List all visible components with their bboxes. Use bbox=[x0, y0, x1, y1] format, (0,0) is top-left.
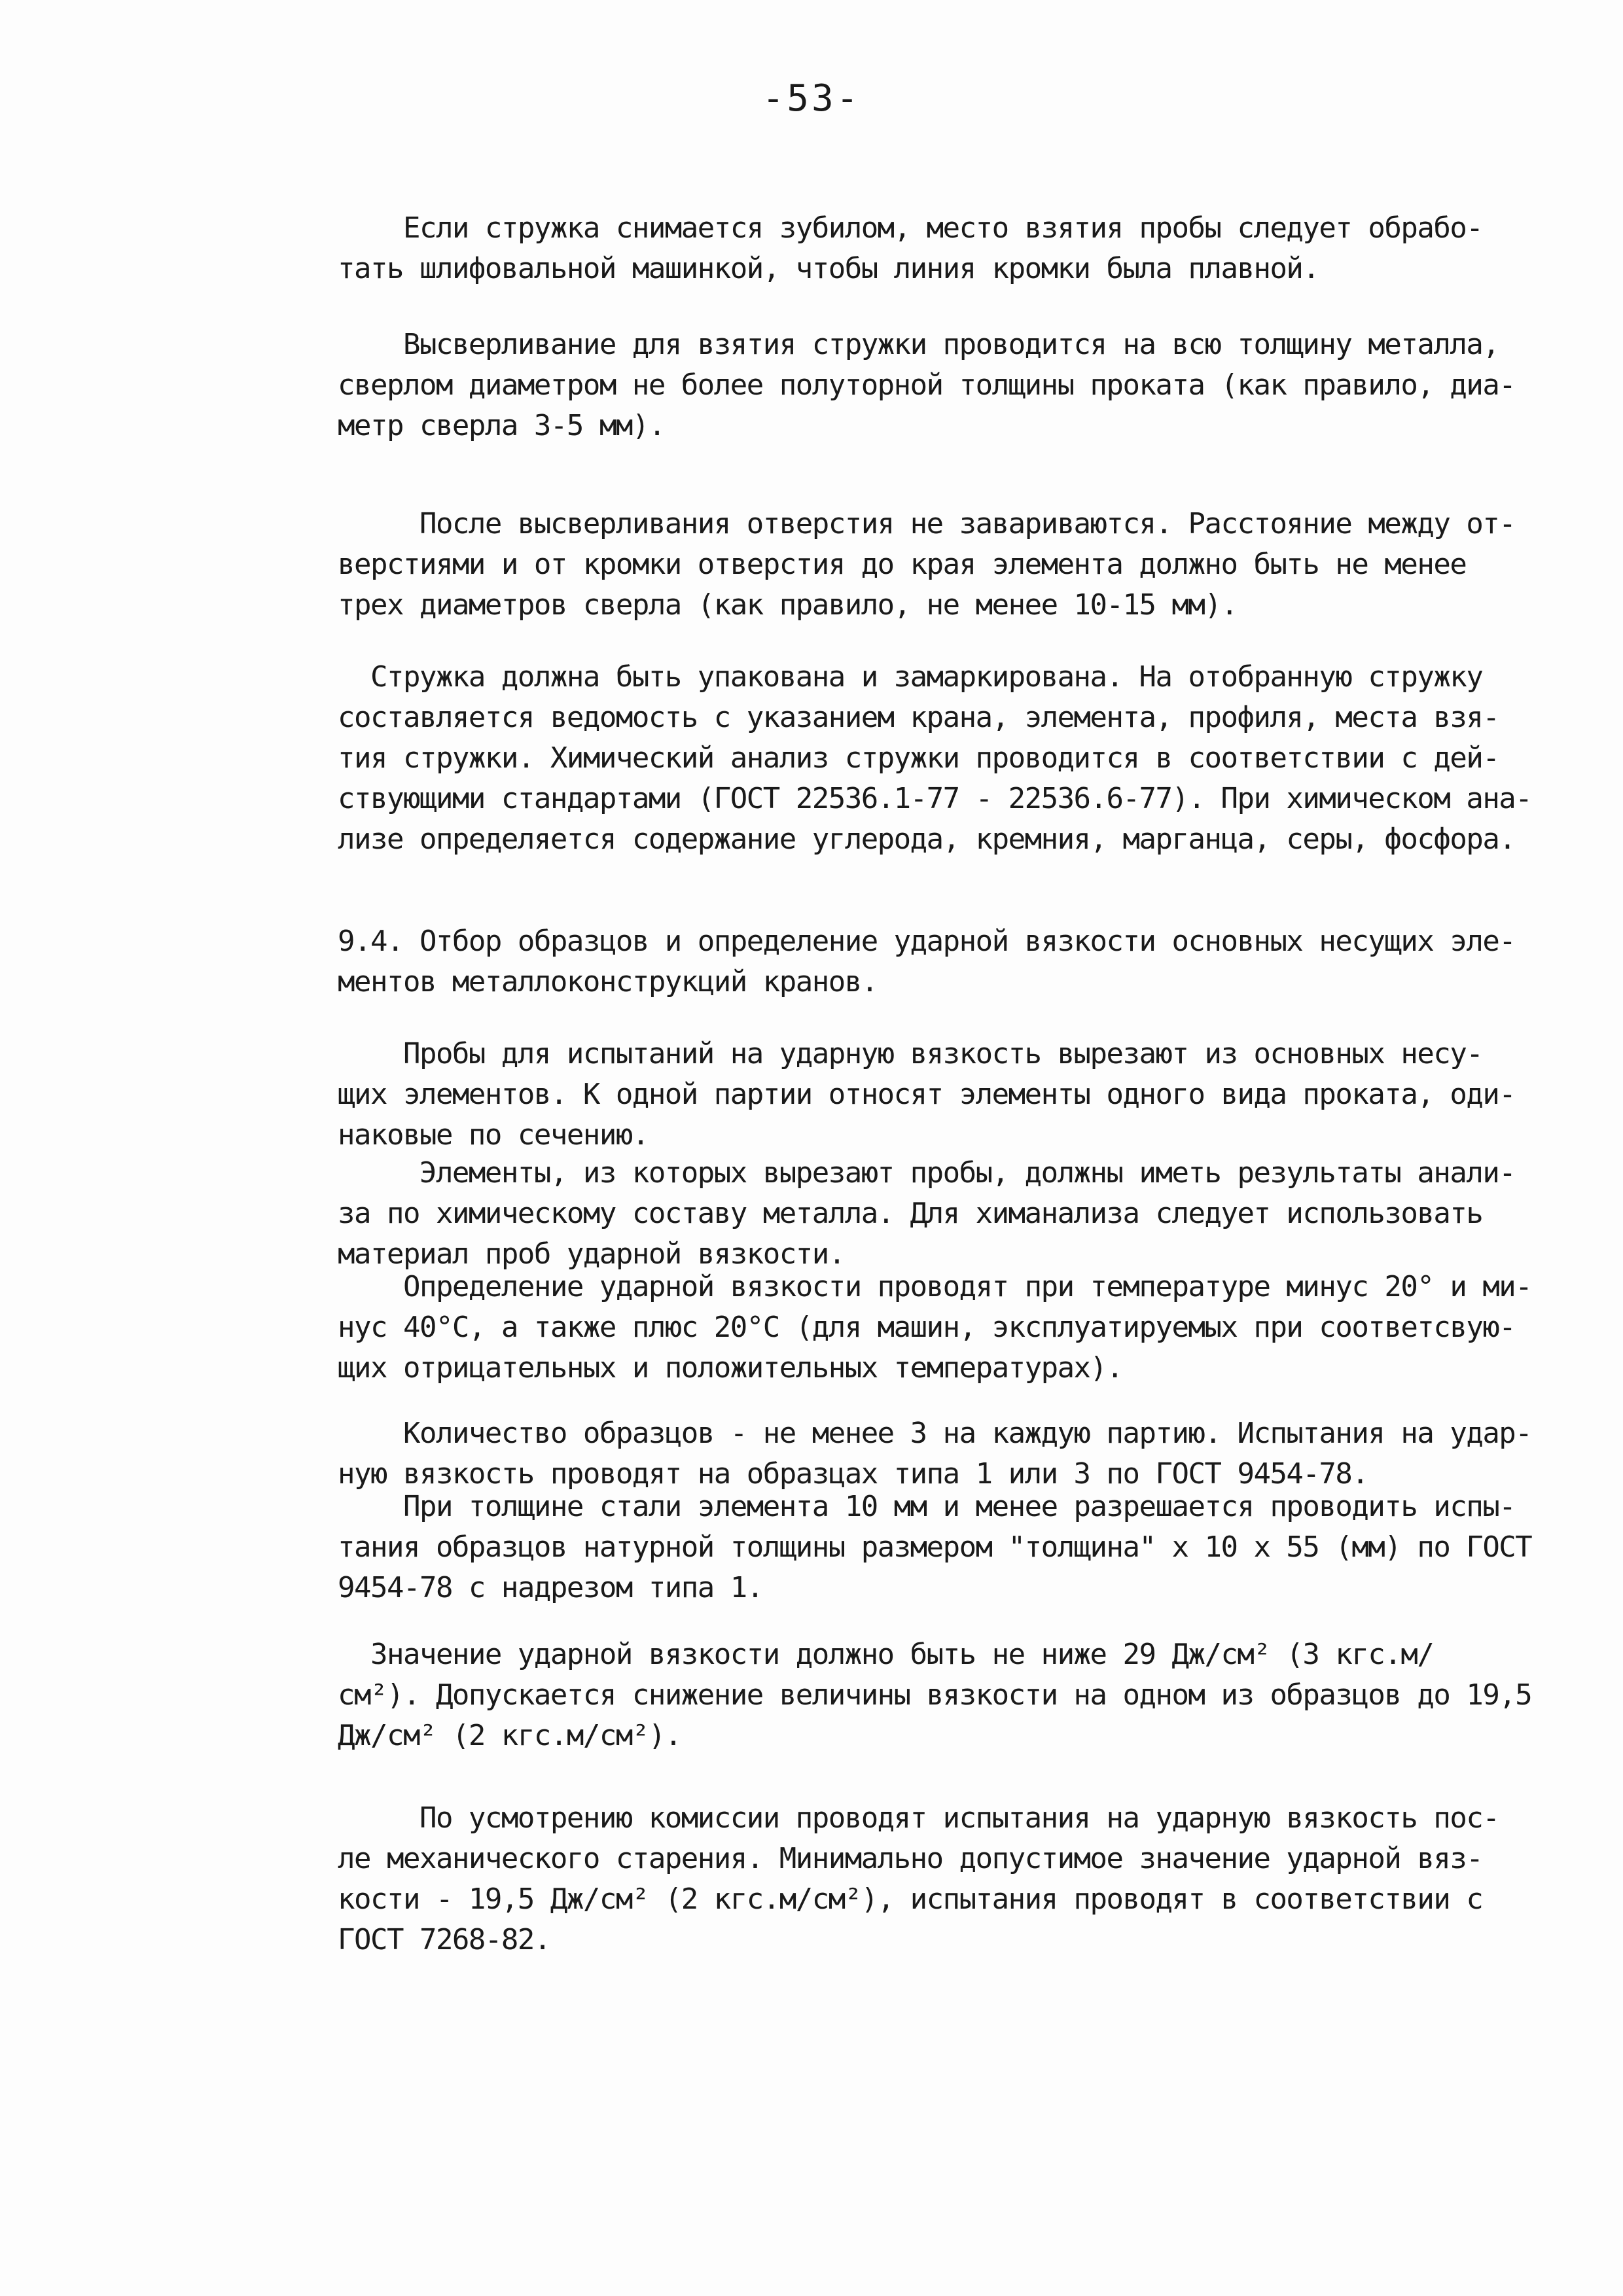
text-line: По усмотрению комиссии проводят испытания на ударную вязкость пос- bbox=[338, 1801, 1499, 1835]
text-line: тать шлифовальной машинкой, чтобы линия кромки была плавной. bbox=[338, 252, 1319, 285]
text-line: сверлом диаметром не более полуторной толщины проката (как правило, диа- bbox=[338, 368, 1516, 402]
paragraph-thickness bbox=[338, 1487, 1532, 1608]
text-line: При толщине стали элемента 10 мм и менее разрешается проводить испы- bbox=[338, 1490, 1516, 1523]
text-line: После высверливания отверстия не завариваются. Расстояние между от- bbox=[338, 507, 1516, 540]
paragraph-elements-analysis bbox=[338, 1153, 1516, 1275]
text-line: ГОСТ 7268-82. bbox=[338, 1923, 550, 1956]
text-line: наковые по сечению. bbox=[338, 1118, 649, 1152]
text-line: тия стружки. Химический анализ стружки проводится в соответствии с дей- bbox=[338, 741, 1499, 775]
text-line: Высверливание для взятия стружки проводится на всю толщину металла, bbox=[338, 328, 1499, 361]
text-line: Количество образцов - не менее 3 на каждую партию. Испытания на удар- bbox=[338, 1417, 1532, 1450]
text-line: Определение ударной вязкости проводят при температуре минус 20° и ми- bbox=[338, 1270, 1532, 1303]
text-line: трех диаметров сверла (как правило, не менее 10-15 мм). bbox=[338, 588, 1238, 622]
page-number: -53- bbox=[762, 77, 861, 120]
text-line: метр сверла 3-5 мм). bbox=[338, 409, 665, 442]
paragraph-impact-samples bbox=[338, 1034, 1516, 1156]
paragraph-holes bbox=[338, 504, 1516, 626]
text-line: Значение ударной вязкости должно быть не ниже 29 Дж/см² (3 кгс.м/ bbox=[338, 1638, 1434, 1671]
text-line: материал проб ударной вязкости. bbox=[338, 1237, 845, 1271]
text-line: Если стружка снимается зубилом, место взятия пробы следует обрабо- bbox=[338, 211, 1483, 245]
text-line: лизе определяется содержание углерода, кремния, марганца, серы, фосфора. bbox=[338, 822, 1516, 856]
text-line: щих элементов. К одной партии относят элементы одного вида проката, оди- bbox=[338, 1078, 1516, 1111]
text-line: тания образцов натурной толщины размером "толщина" х 10 х 55 (мм) по ГОСТ bbox=[338, 1530, 1532, 1564]
text-line: кости - 19,5 Дж/см² (2 кгс.м/см²), испытания проводят в соответствии с bbox=[338, 1882, 1483, 1916]
text-line: Дж/см² (2 кгс.м/см²). bbox=[338, 1719, 681, 1752]
text-line: нус 40°С, а также плюс 20°С (для машин, эксплуатируемых при соответсвую- bbox=[338, 1311, 1516, 1344]
paragraph-shavings-chisel bbox=[338, 208, 1483, 289]
section-heading-9-4 bbox=[338, 921, 1516, 1002]
paragraph-impact-value bbox=[338, 1634, 1532, 1756]
text-line: см²). Допускается снижение величины вязкости на одном из образцов до 19,5 bbox=[338, 1678, 1532, 1712]
paragraph-drilling bbox=[338, 325, 1516, 446]
paragraph-temperature bbox=[338, 1267, 1532, 1388]
text-line: 9.4. Отбор образцов и определение ударной вязкости основных несущих эле- bbox=[338, 925, 1516, 958]
text-line: Пробы для испытаний на ударную вязкость вырезают из основных несу- bbox=[338, 1037, 1483, 1070]
text-line: Стружка должна быть упакована и замаркирована. На отобранную стружку bbox=[338, 660, 1483, 694]
text-line: ле механического старения. Минимально допустимое значение ударной вяз- bbox=[338, 1842, 1483, 1875]
text-line: ствующими стандартами (ГОСТ 22536.1-77 - 22536.6-77). При химическом ана- bbox=[338, 782, 1532, 815]
paragraph-chemical-analysis bbox=[338, 657, 1532, 860]
text-line: 9454-78 с надрезом типа 1. bbox=[338, 1571, 763, 1604]
paragraph-sample-count bbox=[338, 1413, 1532, 1494]
text-line: ментов металлоконструкций кранов. bbox=[338, 965, 878, 998]
text-line: за по химическому составу металла. Для химанализа следует использовать bbox=[338, 1197, 1483, 1230]
text-line: Элементы, из которых вырезают пробы, должны иметь результаты анали- bbox=[338, 1156, 1516, 1190]
text-line: щих отрицательных и положительных температурах). bbox=[338, 1351, 1123, 1385]
text-line: верстиями и от кромки отверстия до края элемента должно быть не менее bbox=[338, 548, 1467, 581]
text-line: ную вязкость проводят на образцах типа 1 или 3 по ГОСТ 9454-78. bbox=[338, 1457, 1368, 1491]
text-line: составляется ведомость с указанием крана, элемента, профиля, места взя- bbox=[338, 701, 1499, 734]
paragraph-aging bbox=[338, 1798, 1499, 1960]
